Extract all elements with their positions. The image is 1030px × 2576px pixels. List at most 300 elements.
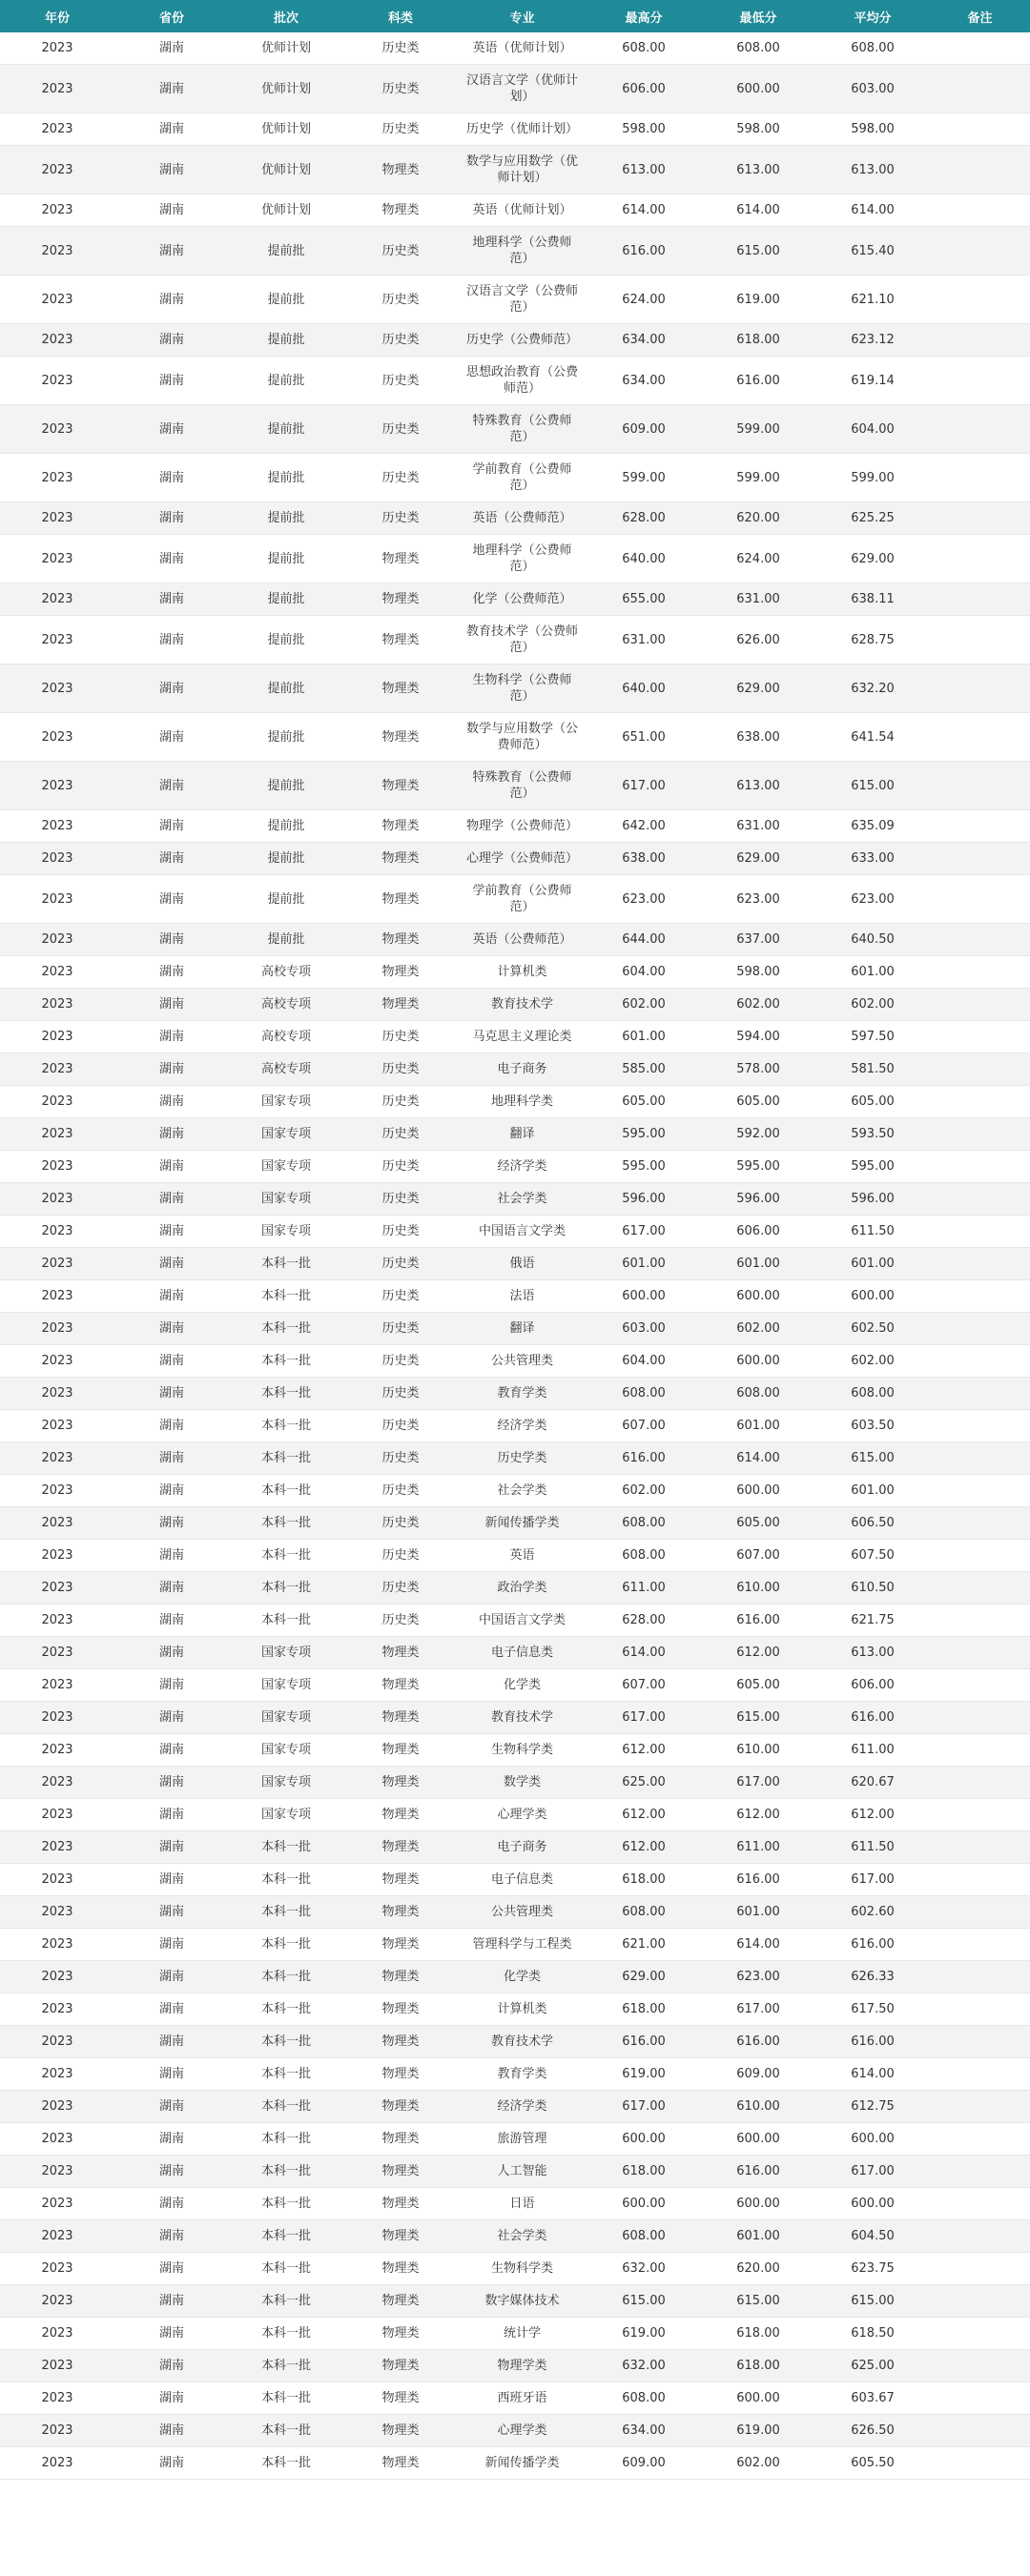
table-row: [0, 1669, 1030, 1702]
cell-max-score: 618.00: [587, 2156, 701, 2188]
cell-batch: 本科一批: [229, 1929, 343, 1961]
cell-batch: 国家专项: [229, 1183, 343, 1216]
cell-notes: [930, 146, 1030, 194]
cell-subject-category: 物理类: [343, 1896, 458, 1929]
cell-max-score: 607.00: [587, 1669, 701, 1702]
cell-major: 英语: [458, 1540, 587, 1572]
cell-subject-category: 物理类: [343, 535, 458, 583]
cell-year: 2023: [0, 1021, 114, 1053]
cell-subject-category: 历史类: [343, 1280, 458, 1313]
cell-notes: [930, 1216, 1030, 1248]
cell-major: 教育技术学（公费师范）: [458, 616, 587, 664]
cell-province: 湖南: [114, 1929, 229, 1961]
cell-min-score: 599.00: [701, 405, 815, 454]
cell-major: 心理学类: [458, 2415, 587, 2447]
cell-avg-score: 597.50: [815, 1021, 930, 1053]
cell-year: 2023: [0, 713, 114, 762]
cell-notes: [930, 956, 1030, 989]
cell-avg-score: 601.00: [815, 1248, 930, 1280]
cell-subject-category: 物理类: [343, 2220, 458, 2253]
cell-batch: 优师计划: [229, 194, 343, 227]
cell-avg-score: 626.33: [815, 1961, 930, 1993]
cell-batch: 提前批: [229, 583, 343, 616]
cell-subject-category: 历史类: [343, 1248, 458, 1280]
cell-min-score: 624.00: [701, 535, 815, 583]
cell-province: 湖南: [114, 324, 229, 357]
cell-province: 湖南: [114, 2415, 229, 2447]
cell-notes: [930, 1929, 1030, 1961]
cell-province: 湖南: [114, 1637, 229, 1669]
cell-major: 英语（公费师范）: [458, 502, 587, 535]
cell-avg-score: 633.00: [815, 843, 930, 875]
cell-notes: [930, 65, 1030, 113]
cell-major: 化学类: [458, 1961, 587, 1993]
table-row: [0, 32, 1030, 65]
cell-max-score: 603.00: [587, 1313, 701, 1345]
cell-notes: [930, 1248, 1030, 1280]
cell-avg-score: 595.00: [815, 1151, 930, 1183]
cell-batch: 优师计划: [229, 146, 343, 194]
cell-min-score: 600.00: [701, 2188, 815, 2220]
cell-max-score: 612.00: [587, 1799, 701, 1831]
cell-notes: [930, 2188, 1030, 2220]
cell-batch: 提前批: [229, 664, 343, 713]
table-row: [0, 1799, 1030, 1831]
table-row: [0, 2188, 1030, 2220]
cell-year: 2023: [0, 1637, 114, 1669]
cell-batch: 国家专项: [229, 1637, 343, 1669]
cell-notes: [930, 276, 1030, 324]
cell-subject-category: 历史类: [343, 1021, 458, 1053]
cell-batch: 高校专项: [229, 989, 343, 1021]
cell-major: 数字媒体技术: [458, 2285, 587, 2318]
cell-min-score: 616.00: [701, 1605, 815, 1637]
cell-major: 生物科学类: [458, 2253, 587, 2285]
cell-province: 湖南: [114, 502, 229, 535]
cell-avg-score: 640.50: [815, 924, 930, 956]
cell-batch: 提前批: [229, 227, 343, 276]
cell-province: 湖南: [114, 1216, 229, 1248]
cell-max-score: 623.00: [587, 875, 701, 924]
cell-province: 湖南: [114, 583, 229, 616]
cell-max-score: 612.00: [587, 1831, 701, 1864]
cell-batch: 提前批: [229, 875, 343, 924]
cell-batch: 本科一批: [229, 1961, 343, 1993]
cell-batch: 国家专项: [229, 1767, 343, 1799]
cell-avg-score: 602.00: [815, 1345, 930, 1378]
cell-max-score: 600.00: [587, 2188, 701, 2220]
cell-province: 湖南: [114, 1767, 229, 1799]
cell-notes: [930, 1961, 1030, 1993]
cell-year: 2023: [0, 616, 114, 664]
cell-province: 湖南: [114, 810, 229, 843]
cell-min-score: 606.00: [701, 1216, 815, 1248]
cell-province: 湖南: [114, 357, 229, 405]
cell-avg-score: 615.40: [815, 227, 930, 276]
cell-notes: [930, 32, 1030, 65]
cell-major: 物理学（公费师范）: [458, 810, 587, 843]
cell-notes: [930, 989, 1030, 1021]
cell-notes: [930, 924, 1030, 956]
cell-min-score: 620.00: [701, 502, 815, 535]
cell-subject-category: 历史类: [343, 1475, 458, 1507]
cell-max-score: 624.00: [587, 276, 701, 324]
cell-avg-score: 608.00: [815, 1378, 930, 1410]
table-row: [0, 713, 1030, 762]
cell-year: 2023: [0, 2285, 114, 2318]
cell-notes: [930, 1410, 1030, 1442]
cell-subject-category: 历史类: [343, 454, 458, 502]
table-row: [0, 583, 1030, 616]
table-row: [0, 1864, 1030, 1896]
cell-max-score: 596.00: [587, 1183, 701, 1216]
cell-max-score: 585.00: [587, 1053, 701, 1086]
cell-subject-category: 历史类: [343, 1183, 458, 1216]
cell-avg-score: 615.00: [815, 1442, 930, 1475]
cell-min-score: 615.00: [701, 227, 815, 276]
cell-year: 2023: [0, 1378, 114, 1410]
table-row: [0, 405, 1030, 454]
cell-avg-score: 608.00: [815, 32, 930, 65]
cell-year: 2023: [0, 1669, 114, 1702]
cell-province: 湖南: [114, 1702, 229, 1734]
cell-avg-score: 602.60: [815, 1896, 930, 1929]
cell-major: 数学与应用数学（公费师范）: [458, 713, 587, 762]
cell-max-score: 604.00: [587, 956, 701, 989]
table-row: [0, 1831, 1030, 1864]
table-row: [0, 1702, 1030, 1734]
cell-max-score: 631.00: [587, 616, 701, 664]
table-row: [0, 2156, 1030, 2188]
cell-notes: [930, 227, 1030, 276]
cell-notes: [930, 762, 1030, 810]
cell-avg-score: 615.00: [815, 2285, 930, 2318]
header-notes: 备注: [930, 0, 1030, 32]
cell-batch: 本科一批: [229, 2058, 343, 2091]
cell-min-score: 601.00: [701, 1410, 815, 1442]
table-row: [0, 1442, 1030, 1475]
cell-min-score: 618.00: [701, 2318, 815, 2350]
cell-max-score: 595.00: [587, 1118, 701, 1151]
cell-notes: [930, 1993, 1030, 2026]
cell-batch: 提前批: [229, 535, 343, 583]
cell-major: 特殊教育（公费师范）: [458, 405, 587, 454]
cell-notes: [930, 1151, 1030, 1183]
cell-batch: 本科一批: [229, 1605, 343, 1637]
cell-year: 2023: [0, 956, 114, 989]
cell-year: 2023: [0, 1605, 114, 1637]
cell-major: 数学与应用数学（优师计划）: [458, 146, 587, 194]
cell-notes: [930, 1345, 1030, 1378]
cell-min-score: 637.00: [701, 924, 815, 956]
table-row: [0, 1767, 1030, 1799]
cell-province: 湖南: [114, 2058, 229, 2091]
table-row: [0, 2220, 1030, 2253]
cell-province: 湖南: [114, 1151, 229, 1183]
cell-avg-score: 618.50: [815, 2318, 930, 2350]
cell-avg-score: 617.00: [815, 1864, 930, 1896]
cell-year: 2023: [0, 1929, 114, 1961]
cell-min-score: 592.00: [701, 1118, 815, 1151]
cell-avg-score: 596.00: [815, 1183, 930, 1216]
cell-major: 翻译: [458, 1118, 587, 1151]
cell-year: 2023: [0, 1345, 114, 1378]
cell-major: 电子信息类: [458, 1637, 587, 1669]
cell-major: 汉语言文学（公费师范）: [458, 276, 587, 324]
cell-subject-category: 物理类: [343, 194, 458, 227]
table-row: [0, 956, 1030, 989]
cell-subject-category: 物理类: [343, 1929, 458, 1961]
cell-subject-category: 历史类: [343, 405, 458, 454]
cell-province: 湖南: [114, 227, 229, 276]
cell-year: 2023: [0, 65, 114, 113]
cell-subject-category: 历史类: [343, 1442, 458, 1475]
cell-subject-category: 物理类: [343, 1993, 458, 2026]
table-row: [0, 535, 1030, 583]
cell-min-score: 578.00: [701, 1053, 815, 1086]
header-max-score: 最高分: [587, 0, 701, 32]
cell-max-score: 632.00: [587, 2350, 701, 2382]
cell-major: 新闻传播学类: [458, 2447, 587, 2480]
cell-notes: [930, 2253, 1030, 2285]
cell-batch: 提前批: [229, 843, 343, 875]
cell-avg-score: 632.20: [815, 664, 930, 713]
cell-province: 湖南: [114, 2285, 229, 2318]
cell-notes: [930, 357, 1030, 405]
cell-max-score: 607.00: [587, 1410, 701, 1442]
header-province: 省份: [114, 0, 229, 32]
table-row: [0, 2318, 1030, 2350]
cell-subject-category: 历史类: [343, 1378, 458, 1410]
cell-year: 2023: [0, 32, 114, 65]
cell-batch: 本科一批: [229, 2188, 343, 2220]
cell-year: 2023: [0, 1572, 114, 1605]
cell-subject-category: 历史类: [343, 502, 458, 535]
cell-major: 旅游管理: [458, 2123, 587, 2156]
cell-min-score: 611.00: [701, 1831, 815, 1864]
table-row: [0, 1118, 1030, 1151]
table-row: [0, 2123, 1030, 2156]
cell-major: 俄语: [458, 1248, 587, 1280]
cell-batch: 本科一批: [229, 2350, 343, 2382]
cell-year: 2023: [0, 1086, 114, 1118]
cell-major: 学前教育（公费师范）: [458, 875, 587, 924]
cell-province: 湖南: [114, 1669, 229, 1702]
cell-notes: [930, 1442, 1030, 1475]
cell-major: 历史学（优师计划）: [458, 113, 587, 146]
cell-province: 湖南: [114, 1378, 229, 1410]
cell-min-score: 613.00: [701, 762, 815, 810]
cell-avg-score: 621.10: [815, 276, 930, 324]
cell-province: 湖南: [114, 1734, 229, 1767]
cell-major: 历史学类: [458, 1442, 587, 1475]
cell-batch: 本科一批: [229, 2253, 343, 2285]
cell-avg-score: 628.75: [815, 616, 930, 664]
cell-major: 法语: [458, 1280, 587, 1313]
cell-province: 湖南: [114, 762, 229, 810]
cell-min-score: 610.00: [701, 1734, 815, 1767]
cell-avg-score: 612.00: [815, 1799, 930, 1831]
table-row: [0, 843, 1030, 875]
cell-batch: 本科一批: [229, 2447, 343, 2480]
cell-avg-score: 605.50: [815, 2447, 930, 2480]
cell-avg-score: 614.00: [815, 2058, 930, 2091]
cell-major: 公共管理类: [458, 1896, 587, 1929]
cell-batch: 本科一批: [229, 1475, 343, 1507]
table-row: [0, 1021, 1030, 1053]
table-row: [0, 2091, 1030, 2123]
table-row: [0, 1896, 1030, 1929]
cell-batch: 本科一批: [229, 1572, 343, 1605]
cell-year: 2023: [0, 1896, 114, 1929]
cell-min-score: 600.00: [701, 1345, 815, 1378]
cell-avg-score: 599.00: [815, 454, 930, 502]
cell-notes: [930, 535, 1030, 583]
cell-province: 湖南: [114, 2026, 229, 2058]
cell-min-score: 631.00: [701, 583, 815, 616]
cell-batch: 国家专项: [229, 1669, 343, 1702]
table-row: [0, 1961, 1030, 1993]
cell-max-score: 616.00: [587, 2026, 701, 2058]
cell-major: 心理学类: [458, 1799, 587, 1831]
cell-year: 2023: [0, 405, 114, 454]
cell-year: 2023: [0, 1442, 114, 1475]
cell-year: 2023: [0, 2415, 114, 2447]
cell-avg-score: 603.67: [815, 2382, 930, 2415]
cell-notes: [930, 2123, 1030, 2156]
cell-major: 电子信息类: [458, 1864, 587, 1896]
cell-subject-category: 物理类: [343, 583, 458, 616]
cell-subject-category: 历史类: [343, 1118, 458, 1151]
cell-year: 2023: [0, 1799, 114, 1831]
cell-notes: [930, 1053, 1030, 1086]
cell-avg-score: 617.50: [815, 1993, 930, 2026]
cell-subject-category: 物理类: [343, 2156, 458, 2188]
cell-batch: 国家专项: [229, 1702, 343, 1734]
cell-subject-category: 物理类: [343, 2318, 458, 2350]
cell-major: 社会学类: [458, 1183, 587, 1216]
cell-avg-score: 616.00: [815, 1702, 930, 1734]
cell-max-score: 602.00: [587, 989, 701, 1021]
cell-batch: 本科一批: [229, 2156, 343, 2188]
cell-batch: 本科一批: [229, 2091, 343, 2123]
cell-subject-category: 历史类: [343, 1605, 458, 1637]
cell-min-score: 619.00: [701, 2415, 815, 2447]
cell-min-score: 623.00: [701, 1961, 815, 1993]
cell-batch: 本科一批: [229, 1345, 343, 1378]
cell-avg-score: 610.50: [815, 1572, 930, 1605]
cell-province: 湖南: [114, 2253, 229, 2285]
cell-notes: [930, 1637, 1030, 1669]
cell-avg-score: 616.00: [815, 2026, 930, 2058]
cell-batch: 本科一批: [229, 1442, 343, 1475]
cell-year: 2023: [0, 2350, 114, 2382]
cell-avg-score: 606.50: [815, 1507, 930, 1540]
table-row: [0, 762, 1030, 810]
cell-min-score: 615.00: [701, 2285, 815, 2318]
cell-major: 数学类: [458, 1767, 587, 1799]
cell-min-score: 613.00: [701, 146, 815, 194]
cell-notes: [930, 2318, 1030, 2350]
cell-province: 湖南: [114, 1799, 229, 1831]
cell-min-score: 629.00: [701, 664, 815, 713]
cell-avg-score: 604.50: [815, 2220, 930, 2253]
cell-province: 湖南: [114, 1280, 229, 1313]
cell-notes: [930, 2350, 1030, 2382]
cell-notes: [930, 1605, 1030, 1637]
cell-notes: [930, 194, 1030, 227]
cell-min-score: 617.00: [701, 1993, 815, 2026]
cell-major: 教育技术学: [458, 1702, 587, 1734]
cell-batch: 国家专项: [229, 1799, 343, 1831]
cell-batch: 本科一批: [229, 2220, 343, 2253]
cell-max-score: 618.00: [587, 1864, 701, 1896]
table-row: [0, 1605, 1030, 1637]
cell-batch: 本科一批: [229, 1280, 343, 1313]
cell-min-score: 619.00: [701, 276, 815, 324]
cell-subject-category: 历史类: [343, 1507, 458, 1540]
cell-year: 2023: [0, 2188, 114, 2220]
cell-batch: 国家专项: [229, 1151, 343, 1183]
cell-min-score: 605.00: [701, 1669, 815, 1702]
cell-province: 湖南: [114, 924, 229, 956]
cell-max-score: 608.00: [587, 1540, 701, 1572]
cell-min-score: 599.00: [701, 454, 815, 502]
cell-min-score: 608.00: [701, 1378, 815, 1410]
cell-year: 2023: [0, 1475, 114, 1507]
cell-major: 电子商务: [458, 1831, 587, 1864]
cell-notes: [930, 664, 1030, 713]
cell-province: 湖南: [114, 713, 229, 762]
cell-max-score: 628.00: [587, 1605, 701, 1637]
cell-subject-category: 物理类: [343, 2253, 458, 2285]
cell-max-score: 608.00: [587, 32, 701, 65]
cell-year: 2023: [0, 762, 114, 810]
cell-major: 经济学类: [458, 1410, 587, 1442]
cell-subject-category: 物理类: [343, 713, 458, 762]
cell-major: 社会学类: [458, 2220, 587, 2253]
cell-province: 湖南: [114, 843, 229, 875]
cell-max-score: 606.00: [587, 65, 701, 113]
cell-min-score: 600.00: [701, 2382, 815, 2415]
cell-max-score: 617.00: [587, 1216, 701, 1248]
cell-subject-category: 物理类: [343, 2285, 458, 2318]
cell-min-score: 614.00: [701, 1442, 815, 1475]
cell-max-score: 640.00: [587, 664, 701, 713]
cell-notes: [930, 405, 1030, 454]
cell-subject-category: 物理类: [343, 1734, 458, 1767]
cell-max-score: 638.00: [587, 843, 701, 875]
cell-year: 2023: [0, 1053, 114, 1086]
cell-major: 化学类: [458, 1669, 587, 1702]
cell-min-score: 602.00: [701, 2447, 815, 2480]
cell-batch: 本科一批: [229, 1248, 343, 1280]
cell-batch: 提前批: [229, 810, 343, 843]
cell-subject-category: 物理类: [343, 989, 458, 1021]
cell-max-score: 608.00: [587, 2382, 701, 2415]
cell-major: 管理科学与工程类: [458, 1929, 587, 1961]
table-row: [0, 146, 1030, 194]
header-avg-score: 平均分: [815, 0, 930, 32]
cell-subject-category: 历史类: [343, 357, 458, 405]
cell-province: 湖南: [114, 2318, 229, 2350]
cell-batch: 国家专项: [229, 1216, 343, 1248]
cell-subject-category: 历史类: [343, 1151, 458, 1183]
cell-avg-score: 611.50: [815, 1831, 930, 1864]
cell-max-score: 651.00: [587, 713, 701, 762]
cell-avg-score: 611.00: [815, 1734, 930, 1767]
cell-avg-score: 625.25: [815, 502, 930, 535]
